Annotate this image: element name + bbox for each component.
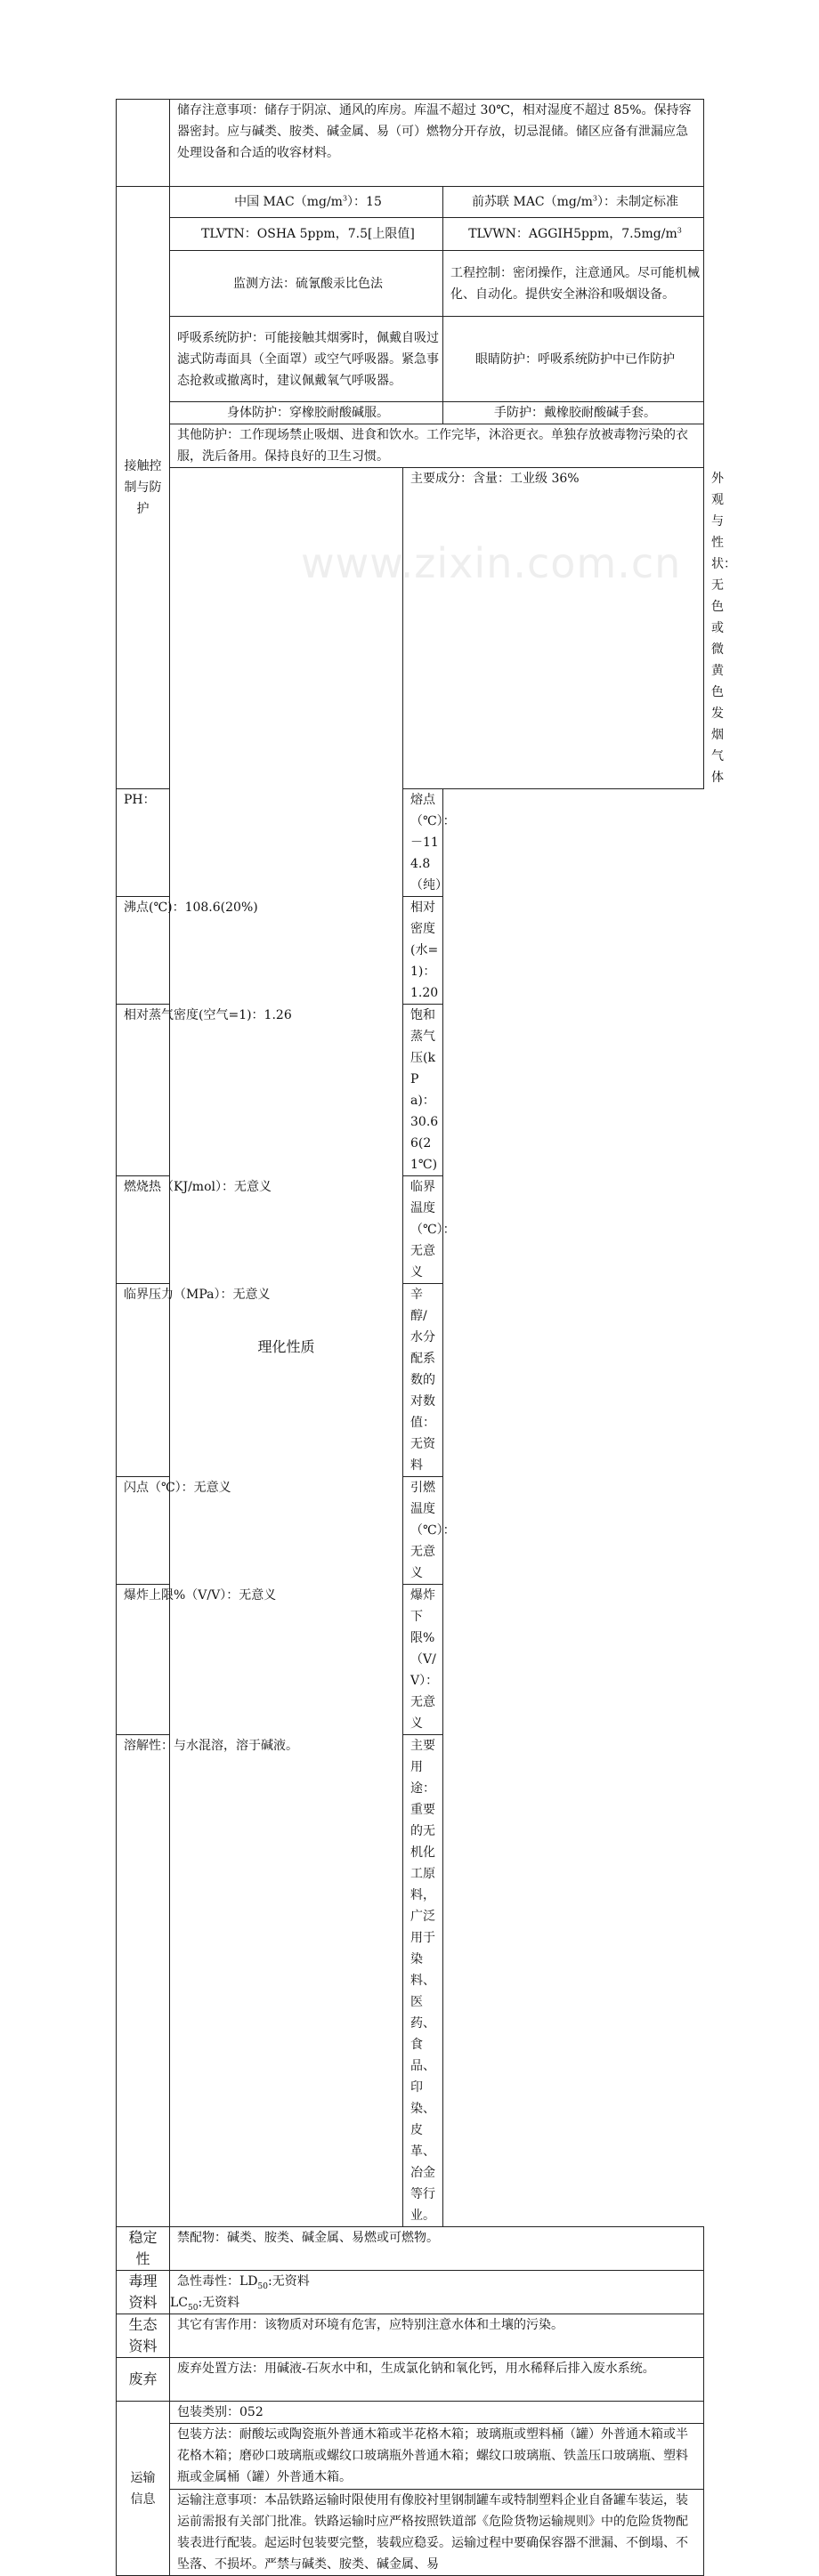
tlvtn-value: TLVTN：OSHA 5ppm，7.5[上限值] <box>170 218 443 251</box>
stability-text: 禁配物：碱类、胺类、碱金属、易燃或可燃物。 <box>170 2227 704 2271</box>
msds-table-sheet <box>116 99 737 2576</box>
ld50-line: 急性毒性：$LD_{50}$:无资料 <box>177 2274 310 2291</box>
transport-category-row <box>117 2402 704 2424</box>
toxicity-section-label: 毒理资料 <box>117 2271 170 2314</box>
property-right: 主要用途：重要的无机化工原料，广泛用于染料、医药、食品、印染、皮革、冶金等行业。 <box>403 1735 443 2227</box>
property-left: 临界压力（MPa）：无意义 <box>117 1284 403 1477</box>
mac-row <box>117 187 704 218</box>
property-right: 引燃温度（℃）：无意义 <box>403 1477 443 1585</box>
other-protection-row <box>117 424 704 468</box>
other-protection: 其他防护：工作现场禁止吸烟、进食和饮水。工作完毕，沐浴更衣。单独存放被毒物污染的衣服，洗后备用。保持良好的卫生习惯。 <box>170 424 704 468</box>
property-right: 熔点（℃）：－114.8（纯） <box>403 789 443 897</box>
respiratory-row <box>117 317 704 402</box>
ecology-section-label: 生态资料 <box>117 2314 170 2358</box>
disposal-text: 废弃处置方法：用碱液-石灰水中和，生成氯化钠和氧化钙，用水稀释后排入废水系统。 <box>170 2358 704 2402</box>
watermark-text: www.zixin.com.cn <box>301 539 682 587</box>
property-left: 沸点(℃)：108.6(20%) <box>117 897 403 1005</box>
packing-method: 包装方法：耐酸坛或陶瓷瓶外普通木箱或半花格木箱；玻璃瓶或塑料桶（罐）外普通木箱或半花格木箱；磨砂口玻璃瓶或螺纹口玻璃瓶外普通木箱；螺纹口玻璃瓶、铁盖压口玻璃瓶、塑料瓶或金属桶（罐）外普通木箱。 <box>170 2424 704 2490</box>
property-row <box>117 1284 704 1477</box>
property-right: 饱和蒸气压(kPa)：30.66(21℃) <box>403 1005 443 1176</box>
exposure-section-label: 接触控制与防护 <box>117 187 170 789</box>
transport-notes-row <box>117 2490 704 2576</box>
body-protection: 身体防护：穿橡胶耐酸碱服。 <box>170 402 443 424</box>
property-right: 辛醇/水分配系数的对数值：无资料 <box>403 1284 443 1477</box>
property-row <box>117 1477 704 1585</box>
packing-category: 包装类别：052 <box>170 2402 704 2424</box>
tlvwn-value: TLVWN：AGGIH5ppm，$7.5mg/m^3$ <box>443 218 704 251</box>
storage-section-label <box>117 100 170 187</box>
properties-section-label: 理化性质 <box>170 468 403 2227</box>
eye-protection: 眼睛防护：呼吸系统防护中已作防护 <box>443 317 704 402</box>
ecology-row <box>117 2314 704 2358</box>
property-right: 相对密度(水=1)：1.20 <box>403 897 443 1005</box>
ussr-mac: 前苏联 $MAC(mg/m^3)$：未制定标准 <box>443 187 704 218</box>
property-row <box>117 1005 704 1176</box>
property-row <box>117 897 704 1005</box>
property-left: PH： <box>117 789 403 897</box>
respiratory-protection: 呼吸系统防护：可能接触其烟雾时，佩戴自吸过滤式防毒面具（全面罩）或空气呼吸器。紧急事态抢救或撤离时，建议佩戴氧气呼吸器。 <box>170 317 443 402</box>
property-left: 相对蒸气密度(空气=1)：1.26 <box>117 1005 403 1176</box>
storage-note: 储存注意事项：储存于阴凉、通风的库房。库温不超过 30℃，相对湿度不超过 85%。保持容器密封。应与碱类、胺类、碱金属、易（可）燃物分开存放，切忌混储。储区应备有泄漏应急处理设备和合适的收容材料。 <box>170 100 704 187</box>
ecology-text: 其它有害作用：该物质对环境有危害，应特别注意水体和土壤的污染。 <box>170 2314 704 2358</box>
property-left: 闪点（℃）：无意义 <box>117 1477 403 1585</box>
property-row: 理化性质 主要成分：含量：工业级 36% 外观与性状：无色或微黄色发烟气体 <box>117 468 704 789</box>
msds-table <box>116 99 737 2576</box>
property-row <box>117 1735 704 2227</box>
property-row <box>117 789 704 897</box>
monitoring-row <box>117 251 704 317</box>
hand-protection: 手防护：戴橡胶耐酸碱手套。 <box>443 402 704 424</box>
toxicity-row <box>117 2271 704 2314</box>
property-left: 溶解性：与水混溶，溶于碱液。 <box>117 1735 403 2227</box>
transport-notes: 运输注意事项：本品铁路运输时限使用有像胶衬里钢制罐车或特制塑料企业自备罐车装运，装运前需报有关部门批准。铁路运输时应严格按照铁道部《危险货物运输规则》中的危险货物配装表进行配装。起运时包装要完整，装载应稳妥。运输过程中要确保容器不泄漏、不倒塌、不坠落、不损坏。严禁与碱类、胺类、碱金属、易 <box>170 2490 704 2576</box>
disposal-row <box>117 2358 704 2402</box>
stability-row <box>117 2227 704 2271</box>
property-left: 主要成分：含量：工业级 36% <box>403 468 704 789</box>
engineering-control: 工程控制：密闭操作，注意通风。尽可能机械化、自动化。提供安全淋浴和吸烟设备。 <box>443 251 704 317</box>
transport-section-label: 运输信息 <box>117 2402 170 2576</box>
property-right: 临界温度（℃）：无意义 <box>403 1176 443 1284</box>
packing-row <box>117 2424 704 2490</box>
china-mac: 中国 $MAC(mg/m^3)$：15 <box>170 187 443 218</box>
monitoring-method: 监测方法：硫氰酸汞比色法 <box>170 251 443 317</box>
property-left: 燃烧热（KJ/mol）：无意义 <box>117 1176 403 1284</box>
property-row <box>117 1176 704 1284</box>
property-left: 爆炸上限%（V/V）：无意义 <box>117 1585 403 1735</box>
property-row <box>117 1585 704 1735</box>
lc50-line: $LC_{50}$:无资料 <box>170 2296 240 2313</box>
storage-row <box>117 100 704 187</box>
property-right: 爆炸下限%（V/V）：无意义 <box>403 1585 443 1735</box>
stability-section-label: 稳定性 <box>117 2227 170 2271</box>
disposal-section-label: 废弃 <box>117 2358 170 2402</box>
toxicity-text <box>170 2271 704 2314</box>
tlv-row <box>117 218 704 251</box>
body-hand-row <box>117 402 704 424</box>
